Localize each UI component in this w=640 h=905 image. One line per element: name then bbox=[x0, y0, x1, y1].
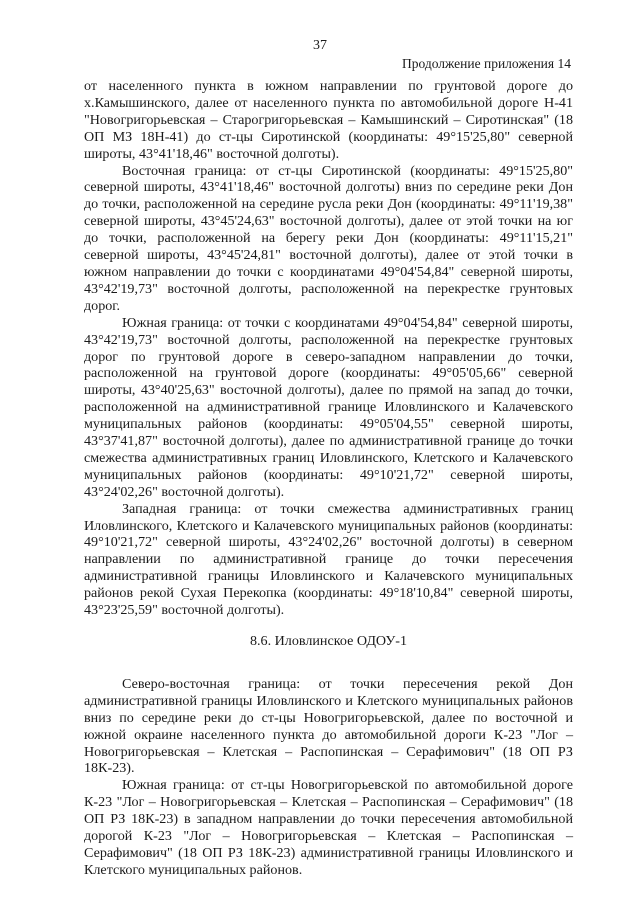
paragraph-east-border: Восточная граница: от ст-цы Сиротинской (координаты: 49°15'25,80" северной широты, 43°41'18,46" восточной долготы) вниз по середине реки Дон до точки, расположенной на середине русла реки Дон (координаты: 49°11'19,38" северной широты, 43°45'24,63" восточной долготы), далее от этой точки на юг до точки, расположенной на берегу реки Дон (координаты: 49°11'15,21" северной широты, 43°45'24,81" восточной долготы), далее от этой точки в южном направлении до точки с координатами 49°04'54,84" северной широты, 43°42'19,73" восточной долготы, расположенной на перекрестке грунтовых дорог. bbox=[84, 162, 573, 314]
running-head: Продолжение приложения 14 bbox=[401, 56, 571, 71]
paragraph-south-border-2: Южная граница: от ст-цы Новогригорьевской по автомобильной дороге К-23 "Лог – Новогригорьевская – Клетская – Распопинская – Серафимович" (18 ОП РЗ 18К-23) в западном направлении до точки пересечения автомобильной дорогой К-23 "Лог – Новогригорьевская – Клетская – Распопинская – Серафимович" (18 ОП РЗ 18К-23) административной границы Иловлинского и Клетского муниципальных районов. bbox=[84, 777, 573, 878]
document-body bbox=[84, 78, 573, 879]
paragraph-west-border: Западная граница: от точки смежества административных границ Иловлинского, Клетского и Калачевского муниципальных районов (координаты: 49°10'21,72" северной широты, 43°24'02,26" восточной долготы) в северном направлении по административной границе до точки пересечения административной границы Иловлинского и Калачевского муниципальных районов рекой Сухая Перекопка (координаты: 49°18'10,84" северной широты, 43°23'25,59" восточной долготы). bbox=[84, 500, 573, 619]
paragraph-continuation: от населенного пункта в южном направлении по грунтовой дороге до х.Камышинского, далее от населенного пункта по автомобильной дороге Н-41 "Новогригорьевская – Старогригорьевская – Камышинский – Сиротинская" (18 ОП МЗ 18Н-41) до ст-цы Сиротинской (координаты: 49°15'25,80" северной широты, 43°41'18,46" восточной долготы). bbox=[84, 78, 573, 162]
paragraph-northeast-border: Северо-восточная граница: от точки пересечения рекой Дон административной границы Иловлинского и Клетского муниципальных районов вниз по середине реки до ст-цы Новогригорьевской, далее по восточной и южной окраине населенного пункта до автомобильной дороги К-23 "Лог – Новогригорьевская – Клетская – Распопинская – Серафимович" (18 ОП РЗ 18К-23). bbox=[84, 675, 573, 777]
page-number: 37 bbox=[313, 38, 327, 53]
section-heading: 8.6. Иловлинское ОДОУ-1 bbox=[249, 633, 408, 649]
paragraph-south-border: Южная граница: от точки с координатами 49°04'54,84" северной широты, 43°42'19,73" восточной долготы, расположенной на перекрестке грунтовых дорог по грунтовой дороге в северо-западном направлении до точки, расположенной на грунтовой дороге (координаты: 49°05'05,66" северной широты, 43°40'25,63" восточной долготы), далее по прямой на запад до точки, расположенной на административной границе Иловлинского и Калачевского муниципальных районов (координаты: 49°05'04,55" северной широты, 43°37'41,87" восточной долготы), далее по административной границе до точки смежества административных границ Иловлинского, Клетского и Калачевского муниципальных районов (координаты: 49°10'21,72" северной широты, 43°24'02,26" восточной долготы). bbox=[84, 314, 573, 500]
